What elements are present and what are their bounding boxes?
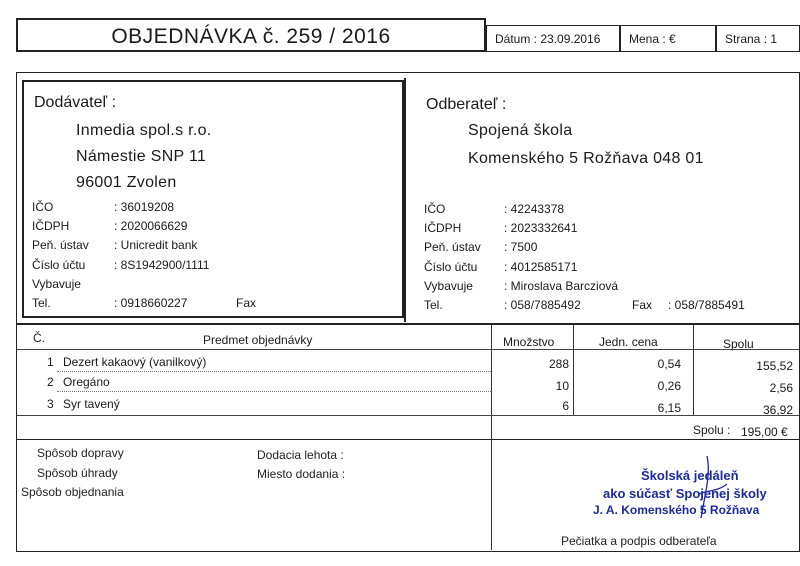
row-qty: 288 [548, 357, 569, 371]
supplier-bank-value: : Unicredit bank [114, 238, 198, 252]
stamp-line-1: Školská jedáleň [641, 468, 739, 483]
delivery-place-label: Miesto dodania : [257, 467, 346, 481]
row-total: 2,56 [769, 381, 793, 395]
order-date-box [486, 25, 620, 52]
row-qty: 10 [555, 379, 569, 393]
table-sum-divider [17, 415, 799, 416]
row-qty: 6 [562, 399, 569, 413]
column-header-total: Spolu [723, 337, 754, 351]
customer-account-key: Číslo účtu [424, 260, 478, 274]
customer-fax-value: : 058/7885491 [668, 298, 745, 312]
supplier-box [22, 80, 404, 318]
currency-box [620, 25, 716, 52]
row-unit-price: 0,54 [657, 357, 681, 371]
stamp-line-2: ako súčasť Spojenej školy [603, 486, 767, 501]
supplier-city: 96001 Zvolen [76, 174, 177, 191]
footer-divider [491, 440, 492, 550]
column-divider [491, 325, 492, 439]
column-divider [693, 325, 694, 415]
supplier-bank-key: Peň. ústav [32, 238, 89, 252]
row-total: 36,92 [762, 403, 793, 417]
supplier-fax-key: Fax [236, 296, 257, 310]
page-number-box [716, 25, 800, 52]
supplier-contact-key: Vybavuje [32, 277, 81, 291]
supplier-phone-value: : 0918660227 [114, 296, 188, 310]
column-divider [573, 325, 574, 415]
items-table [16, 324, 800, 440]
row-number: 1 [47, 355, 54, 369]
row-unit-price: 0,26 [657, 379, 681, 393]
row-number: 2 [47, 375, 54, 389]
customer-label: Odberateľ : [426, 96, 507, 113]
stamp-line-3: J. A. Komenského 5 Rožňava [593, 503, 760, 517]
supplier-ico-value: : 36019208 [114, 200, 175, 214]
supplier-street: Námestie SNP 11 [76, 148, 207, 165]
supplier-icdph-value: : 2020066629 [114, 219, 188, 233]
supplier-account-value: : 8S1942900/1111 [114, 258, 210, 272]
order-method-label: Spôsob objednania [21, 485, 124, 499]
signature-label: Pečiatka a podpis odberateľa [561, 534, 717, 548]
sum-value: 195,00 € [741, 425, 788, 439]
order-title: OBJEDNÁVKA č. 259 / 2016 [111, 25, 391, 48]
row-item: Oregáno [63, 375, 110, 389]
sum-label: Spolu : [693, 423, 731, 437]
supplier-icdph-key: IČDPH [32, 219, 70, 233]
customer-phone-key: Tel. [424, 298, 443, 312]
column-header-no: Č. [33, 331, 45, 345]
column-header-qty: Množstvo [503, 335, 555, 349]
row-unit-price: 6,15 [657, 401, 681, 415]
customer-phone-value: : 058/7885492 [504, 298, 581, 312]
row-item: Syr tavený [63, 397, 120, 411]
supplier-phone-key: Tel. [32, 296, 51, 310]
customer-fax-key: Fax [632, 298, 653, 312]
customer-contact-value: : Miroslava Barcziová [504, 279, 619, 293]
row-divider [57, 391, 491, 392]
supplier-account-key: Číslo účtu [32, 258, 86, 272]
customer-ico-key: IČO [424, 202, 446, 216]
row-item: Dezert kakaový (vanilkový) [63, 355, 207, 369]
table-header-divider [17, 349, 799, 350]
delivery-deadline-label: Dodacia lehota : [257, 448, 344, 462]
customer-name: Spojená škola [468, 122, 573, 139]
signature-scribble-icon [677, 454, 737, 524]
row-number: 3 [47, 397, 54, 411]
order-title-box [16, 18, 486, 52]
customer-icdph-value: : 2023332641 [504, 221, 578, 235]
payment-method-label: Spôsob úhrady [37, 466, 118, 480]
column-header-unit-price: Jedn. cena [599, 335, 658, 349]
supplier-name: Inmedia spol.s r.o. [76, 122, 212, 139]
customer-contact-key: Vybavuje [424, 279, 473, 293]
customer-ico-value: : 42243378 [504, 202, 565, 216]
row-divider [57, 371, 491, 372]
page-number: Strana : 1 [725, 32, 778, 46]
customer-icdph-key: IČDPH [424, 221, 462, 235]
customer-box [404, 78, 800, 322]
column-header-item: Predmet objednávky [203, 333, 313, 347]
customer-bank-value: : 7500 [504, 240, 538, 254]
supplier-label: Dodávateľ : [34, 94, 117, 111]
delivery-method-label: Spôsob dopravy [37, 446, 124, 460]
currency: Mena : € [629, 32, 676, 46]
row-total: 155,52 [756, 359, 793, 373]
footer-section [16, 440, 800, 552]
customer-address: Komenského 5 Rožňava 048 01 [468, 150, 704, 167]
customer-bank-key: Peň. ústav [424, 240, 481, 254]
customer-account-value: : 4012585171 [504, 260, 578, 274]
supplier-ico-key: IČO [32, 200, 54, 214]
order-date: Dátum : 23.09.2016 [495, 32, 601, 46]
